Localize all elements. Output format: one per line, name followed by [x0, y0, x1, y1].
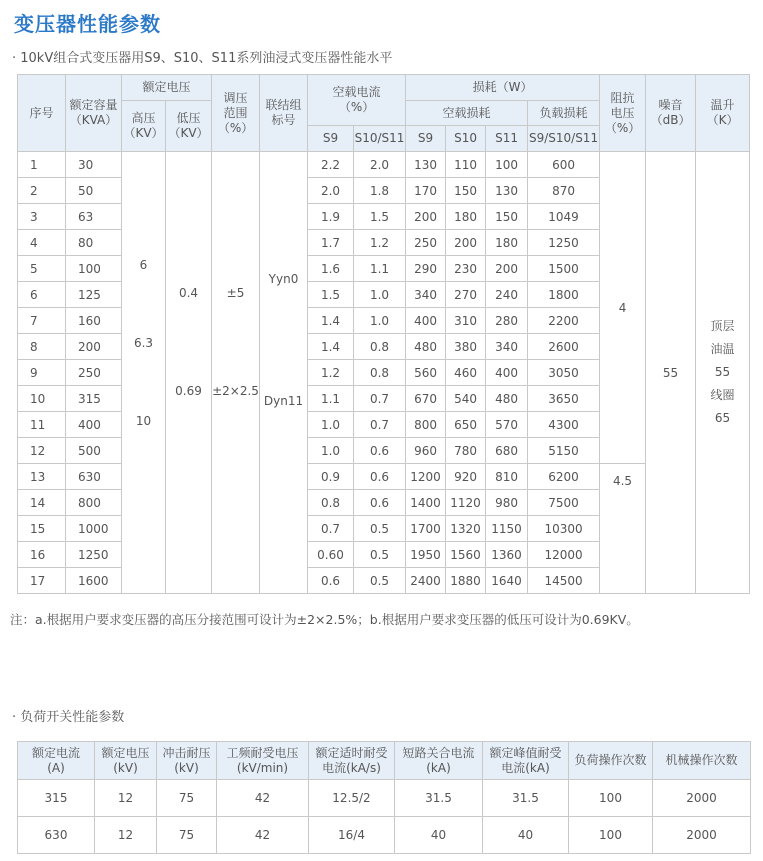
- loss-s10-cell: 180: [446, 204, 486, 230]
- current-s9-cell: 1.5: [308, 282, 354, 308]
- current-s9-cell: 1.0: [308, 438, 354, 464]
- current-s10-cell: 1.5: [354, 204, 406, 230]
- header-no: 序号: [18, 75, 66, 152]
- header-vector-group: 联结组 标号: [260, 75, 308, 152]
- loss-s10-cell: 380: [446, 334, 486, 360]
- row-number: 16: [18, 542, 66, 568]
- switch-header-0: 额定电流 (A): [18, 742, 95, 780]
- current-s9-cell: 0.7: [308, 516, 354, 542]
- current-s9-cell: 2.2: [308, 152, 354, 178]
- table2-caption: · 负荷开关性能参数: [12, 710, 125, 725]
- current-s10-cell: 0.6: [354, 464, 406, 490]
- switch-header-1: 额定电压 (kV): [95, 742, 157, 780]
- header-nl-s11: S11: [486, 126, 528, 152]
- noise-cell: 55: [646, 152, 696, 594]
- current-s9-cell: 1.0: [308, 412, 354, 438]
- row-number: 8: [18, 334, 66, 360]
- header-nl-s9: S9: [406, 126, 446, 152]
- header-loss: 损耗（W）: [406, 75, 600, 101]
- table-row: [18, 152, 750, 178]
- capacity-cell: 630: [66, 464, 122, 490]
- temp-line: 65: [714, 411, 731, 425]
- load-loss-cell: 2200: [528, 308, 600, 334]
- switch-cell: 42: [217, 817, 309, 854]
- loss-s10-cell: 310: [446, 308, 486, 334]
- current-s10-cell: 0.5: [354, 568, 406, 594]
- load-loss-cell: 1800: [528, 282, 600, 308]
- current-s10-cell: 0.6: [354, 490, 406, 516]
- current-s10-cell: 0.7: [354, 386, 406, 412]
- current-s9-cell: 0.6: [308, 568, 354, 594]
- row-number: 4: [18, 230, 66, 256]
- load-loss-cell: 10300: [528, 516, 600, 542]
- current-s10-cell: 1.8: [354, 178, 406, 204]
- load-loss-cell: 3050: [528, 360, 600, 386]
- capacity-cell: 50: [66, 178, 122, 204]
- hv-value-6-3: 6.3: [133, 336, 154, 350]
- switch-header-8: 机械操作次数: [653, 742, 751, 780]
- row-number: 17: [18, 568, 66, 594]
- loss-s11-cell: 570: [486, 412, 528, 438]
- loss-s11-cell: 180: [486, 230, 528, 256]
- loss-s9-cell: 250: [406, 230, 446, 256]
- loss-s9-cell: 1200: [406, 464, 446, 490]
- loss-s9-cell: 130: [406, 152, 446, 178]
- vector-merged-cell: [260, 152, 308, 594]
- switch-cell: 75: [157, 817, 217, 854]
- current-s10-cell: 1.2: [354, 230, 406, 256]
- row-number: 5: [18, 256, 66, 282]
- hv-merged-cell: [122, 152, 166, 594]
- lv-value-0-69: 0.69: [175, 384, 202, 398]
- current-s9-cell: 0.9: [308, 464, 354, 490]
- loss-s10-cell: 230: [446, 256, 486, 282]
- loss-s11-cell: 100: [486, 152, 528, 178]
- loss-s9-cell: 200: [406, 204, 446, 230]
- load-loss-cell: 7500: [528, 490, 600, 516]
- lv-merged-cell: [166, 152, 212, 594]
- current-s10-cell: 0.8: [354, 360, 406, 386]
- capacity-cell: 400: [66, 412, 122, 438]
- capacity-cell: 125: [66, 282, 122, 308]
- switch-header-3: 工频耐受电压 (kV/min): [217, 742, 309, 780]
- loss-s9-cell: 400: [406, 308, 446, 334]
- loss-s10-cell: 1320: [446, 516, 486, 542]
- loss-s10-cell: 110: [446, 152, 486, 178]
- header-current-s9: S9: [308, 126, 354, 152]
- current-s9-cell: 1.9: [308, 204, 354, 230]
- loss-s9-cell: 1700: [406, 516, 446, 542]
- load-loss-cell: 1049: [528, 204, 600, 230]
- current-s9-cell: 1.6: [308, 256, 354, 282]
- load-loss-cell: 1250: [528, 230, 600, 256]
- loss-s10-cell: 1880: [446, 568, 486, 594]
- header-nl-s10: S10: [446, 126, 486, 152]
- capacity-cell: 315: [66, 386, 122, 412]
- header-load-loss: 负载损耗: [528, 101, 600, 126]
- loss-s11-cell: 400: [486, 360, 528, 386]
- load-loss-cell: 600: [528, 152, 600, 178]
- current-s9-cell: 0.8: [308, 490, 354, 516]
- switch-header-4: 额定适时耐受 电流(kA/s): [309, 742, 395, 780]
- switch-header-6: 额定峰值耐受 电流(kA): [483, 742, 569, 780]
- capacity-cell: 30: [66, 152, 122, 178]
- header-ll-all: S9/S10/S11: [528, 126, 600, 152]
- switch-cell: 12: [95, 780, 157, 817]
- current-s9-cell: 2.0: [308, 178, 354, 204]
- switch-cell: 100: [569, 780, 653, 817]
- table1-caption: · 10kV组合式变压器用S9、S10、S11系列油浸式变压器性能水平: [12, 51, 393, 66]
- switch-header-5: 短路关合电流 (kA): [395, 742, 483, 780]
- switch-cell: 2000: [653, 780, 751, 817]
- header-noload-loss: 空载损耗: [406, 101, 528, 126]
- switch-cell: 31.5: [483, 780, 569, 817]
- header-rated-voltage: 额定电压: [122, 75, 212, 101]
- load-loss-cell: 5150: [528, 438, 600, 464]
- row-number: 14: [18, 490, 66, 516]
- loss-s11-cell: 130: [486, 178, 528, 204]
- header-tap-range: 调压 范围 （%）: [212, 75, 260, 152]
- loss-s11-cell: 340: [486, 334, 528, 360]
- row-number: 12: [18, 438, 66, 464]
- switch-cell: 2000: [653, 817, 751, 854]
- capacity-cell: 1250: [66, 542, 122, 568]
- current-s10-cell: 1.1: [354, 256, 406, 282]
- loss-s10-cell: 1120: [446, 490, 486, 516]
- loss-s9-cell: 480: [406, 334, 446, 360]
- switch-cell: 40: [483, 817, 569, 854]
- load-loss-cell: 4300: [528, 412, 600, 438]
- lv-value-0-4: 0.4: [178, 286, 199, 300]
- header-noload-current: 空载电流 （%）: [308, 75, 406, 126]
- loss-s11-cell: 1640: [486, 568, 528, 594]
- temp-line: 线圈: [710, 388, 735, 402]
- switch-cell: 315: [18, 780, 95, 817]
- loss-s11-cell: 150: [486, 204, 528, 230]
- current-s9-cell: 1.2: [308, 360, 354, 386]
- loss-s11-cell: 680: [486, 438, 528, 464]
- load-loss-cell: 1500: [528, 256, 600, 282]
- switch-header-2: 冲击耐压 (kV): [157, 742, 217, 780]
- header-hv: 高压 （KV）: [122, 101, 166, 152]
- loss-s9-cell: 670: [406, 386, 446, 412]
- load-loss-cell: 2600: [528, 334, 600, 360]
- capacity-cell: 80: [66, 230, 122, 256]
- vector-dyn11: Dyn11: [263, 394, 304, 408]
- loss-s10-cell: 270: [446, 282, 486, 308]
- header-temp-rise: 温升 （K）: [696, 75, 750, 152]
- loss-s11-cell: 480: [486, 386, 528, 412]
- tap-merged-cell: [212, 152, 260, 594]
- loss-s11-cell: 240: [486, 282, 528, 308]
- page-title: 变压器性能参数: [14, 12, 161, 36]
- switch-cell: 12: [95, 817, 157, 854]
- capacity-cell: 800: [66, 490, 122, 516]
- loss-s10-cell: 150: [446, 178, 486, 204]
- switch-cell: 40: [395, 817, 483, 854]
- capacity-cell: 160: [66, 308, 122, 334]
- temp-line: 55: [714, 365, 731, 379]
- switch-cell: 100: [569, 817, 653, 854]
- current-s9-cell: 1.1: [308, 386, 354, 412]
- loss-s9-cell: 800: [406, 412, 446, 438]
- row-number: 9: [18, 360, 66, 386]
- current-s10-cell: 0.5: [354, 542, 406, 568]
- temp-rise-cell: [696, 152, 750, 594]
- current-s10-cell: 0.6: [354, 438, 406, 464]
- row-number: 13: [18, 464, 66, 490]
- loss-s11-cell: 810: [486, 464, 528, 490]
- loss-s9-cell: 340: [406, 282, 446, 308]
- loss-s9-cell: 1400: [406, 490, 446, 516]
- loss-s9-cell: 560: [406, 360, 446, 386]
- current-s9-cell: 1.4: [308, 308, 354, 334]
- loss-s10-cell: 650: [446, 412, 486, 438]
- header-lv: 低压 （KV）: [166, 101, 212, 152]
- loss-s9-cell: 960: [406, 438, 446, 464]
- switch-header-7: 负荷操作次数: [569, 742, 653, 780]
- current-s10-cell: 0.7: [354, 412, 406, 438]
- hv-value-10: 10: [135, 414, 152, 428]
- header-noise: 噪音 （dB）: [646, 75, 696, 152]
- loss-s10-cell: 540: [446, 386, 486, 412]
- capacity-cell: 100: [66, 256, 122, 282]
- impedance-4-cell: 4: [600, 152, 646, 464]
- table1-note: 注：a.根据用户要求变压器的高压分接范围可设计为±2×2.5%；b.根据用户要求变压器的低压可设计为0.69KV。: [10, 612, 639, 627]
- current-s10-cell: 1.0: [354, 282, 406, 308]
- tap-value-5: ±5: [226, 286, 245, 300]
- loss-s11-cell: 1360: [486, 542, 528, 568]
- table-row: [18, 817, 751, 854]
- loss-s11-cell: 980: [486, 490, 528, 516]
- switch-cell: 31.5: [395, 780, 483, 817]
- row-number: 7: [18, 308, 66, 334]
- temp-line: 油温: [710, 342, 735, 356]
- switch-cell: 75: [157, 780, 217, 817]
- row-number: 2: [18, 178, 66, 204]
- current-s10-cell: 0.8: [354, 334, 406, 360]
- capacity-cell: 1000: [66, 516, 122, 542]
- load-loss-cell: 14500: [528, 568, 600, 594]
- capacity-cell: 250: [66, 360, 122, 386]
- load-loss-cell: 3650: [528, 386, 600, 412]
- header-capacity: 额定容量 （KVA）: [66, 75, 122, 152]
- loss-s11-cell: 200: [486, 256, 528, 282]
- loss-s10-cell: 200: [446, 230, 486, 256]
- loss-s9-cell: 290: [406, 256, 446, 282]
- transformer-table: [17, 74, 750, 594]
- loss-s10-cell: 460: [446, 360, 486, 386]
- load-loss-cell: 6200: [528, 464, 600, 490]
- loss-s10-cell: 780: [446, 438, 486, 464]
- capacity-cell: 63: [66, 204, 122, 230]
- impedance-4-5-cell: 4.5: [600, 464, 646, 594]
- capacity-cell: 200: [66, 334, 122, 360]
- loss-s10-cell: 920: [446, 464, 486, 490]
- loss-s11-cell: 1150: [486, 516, 528, 542]
- switch-cell: 12.5/2: [309, 780, 395, 817]
- load-loss-cell: 12000: [528, 542, 600, 568]
- header-impedance: 阻抗 电压 （%）: [600, 75, 646, 152]
- switch-cell: 42: [217, 780, 309, 817]
- loss-s10-cell: 1560: [446, 542, 486, 568]
- current-s9-cell: 1.7: [308, 230, 354, 256]
- loss-s9-cell: 170: [406, 178, 446, 204]
- vector-yyn0: Yyn0: [268, 272, 299, 286]
- current-s10-cell: 2.0: [354, 152, 406, 178]
- row-number: 3: [18, 204, 66, 230]
- capacity-cell: 1600: [66, 568, 122, 594]
- row-number: 6: [18, 282, 66, 308]
- current-s10-cell: 0.5: [354, 516, 406, 542]
- tap-value-2x2-5: ±2×2.5: [212, 384, 259, 398]
- switch-cell: 16/4: [309, 817, 395, 854]
- row-number: 15: [18, 516, 66, 542]
- current-s9-cell: 1.4: [308, 334, 354, 360]
- table-row: [18, 780, 751, 817]
- row-number: 10: [18, 386, 66, 412]
- hv-value-6: 6: [139, 258, 148, 272]
- current-s10-cell: 1.0: [354, 308, 406, 334]
- header-current-s10s11: S10/S11: [354, 126, 406, 152]
- loss-s9-cell: 1950: [406, 542, 446, 568]
- row-number: 11: [18, 412, 66, 438]
- switch-cell: 630: [18, 817, 95, 854]
- load-loss-cell: 870: [528, 178, 600, 204]
- loss-s11-cell: 280: [486, 308, 528, 334]
- temp-line: 顶层: [710, 319, 735, 333]
- load-switch-table: [17, 741, 751, 854]
- capacity-cell: 500: [66, 438, 122, 464]
- current-s9-cell: 0.60: [308, 542, 354, 568]
- row-number: 1: [18, 152, 66, 178]
- loss-s9-cell: 2400: [406, 568, 446, 594]
